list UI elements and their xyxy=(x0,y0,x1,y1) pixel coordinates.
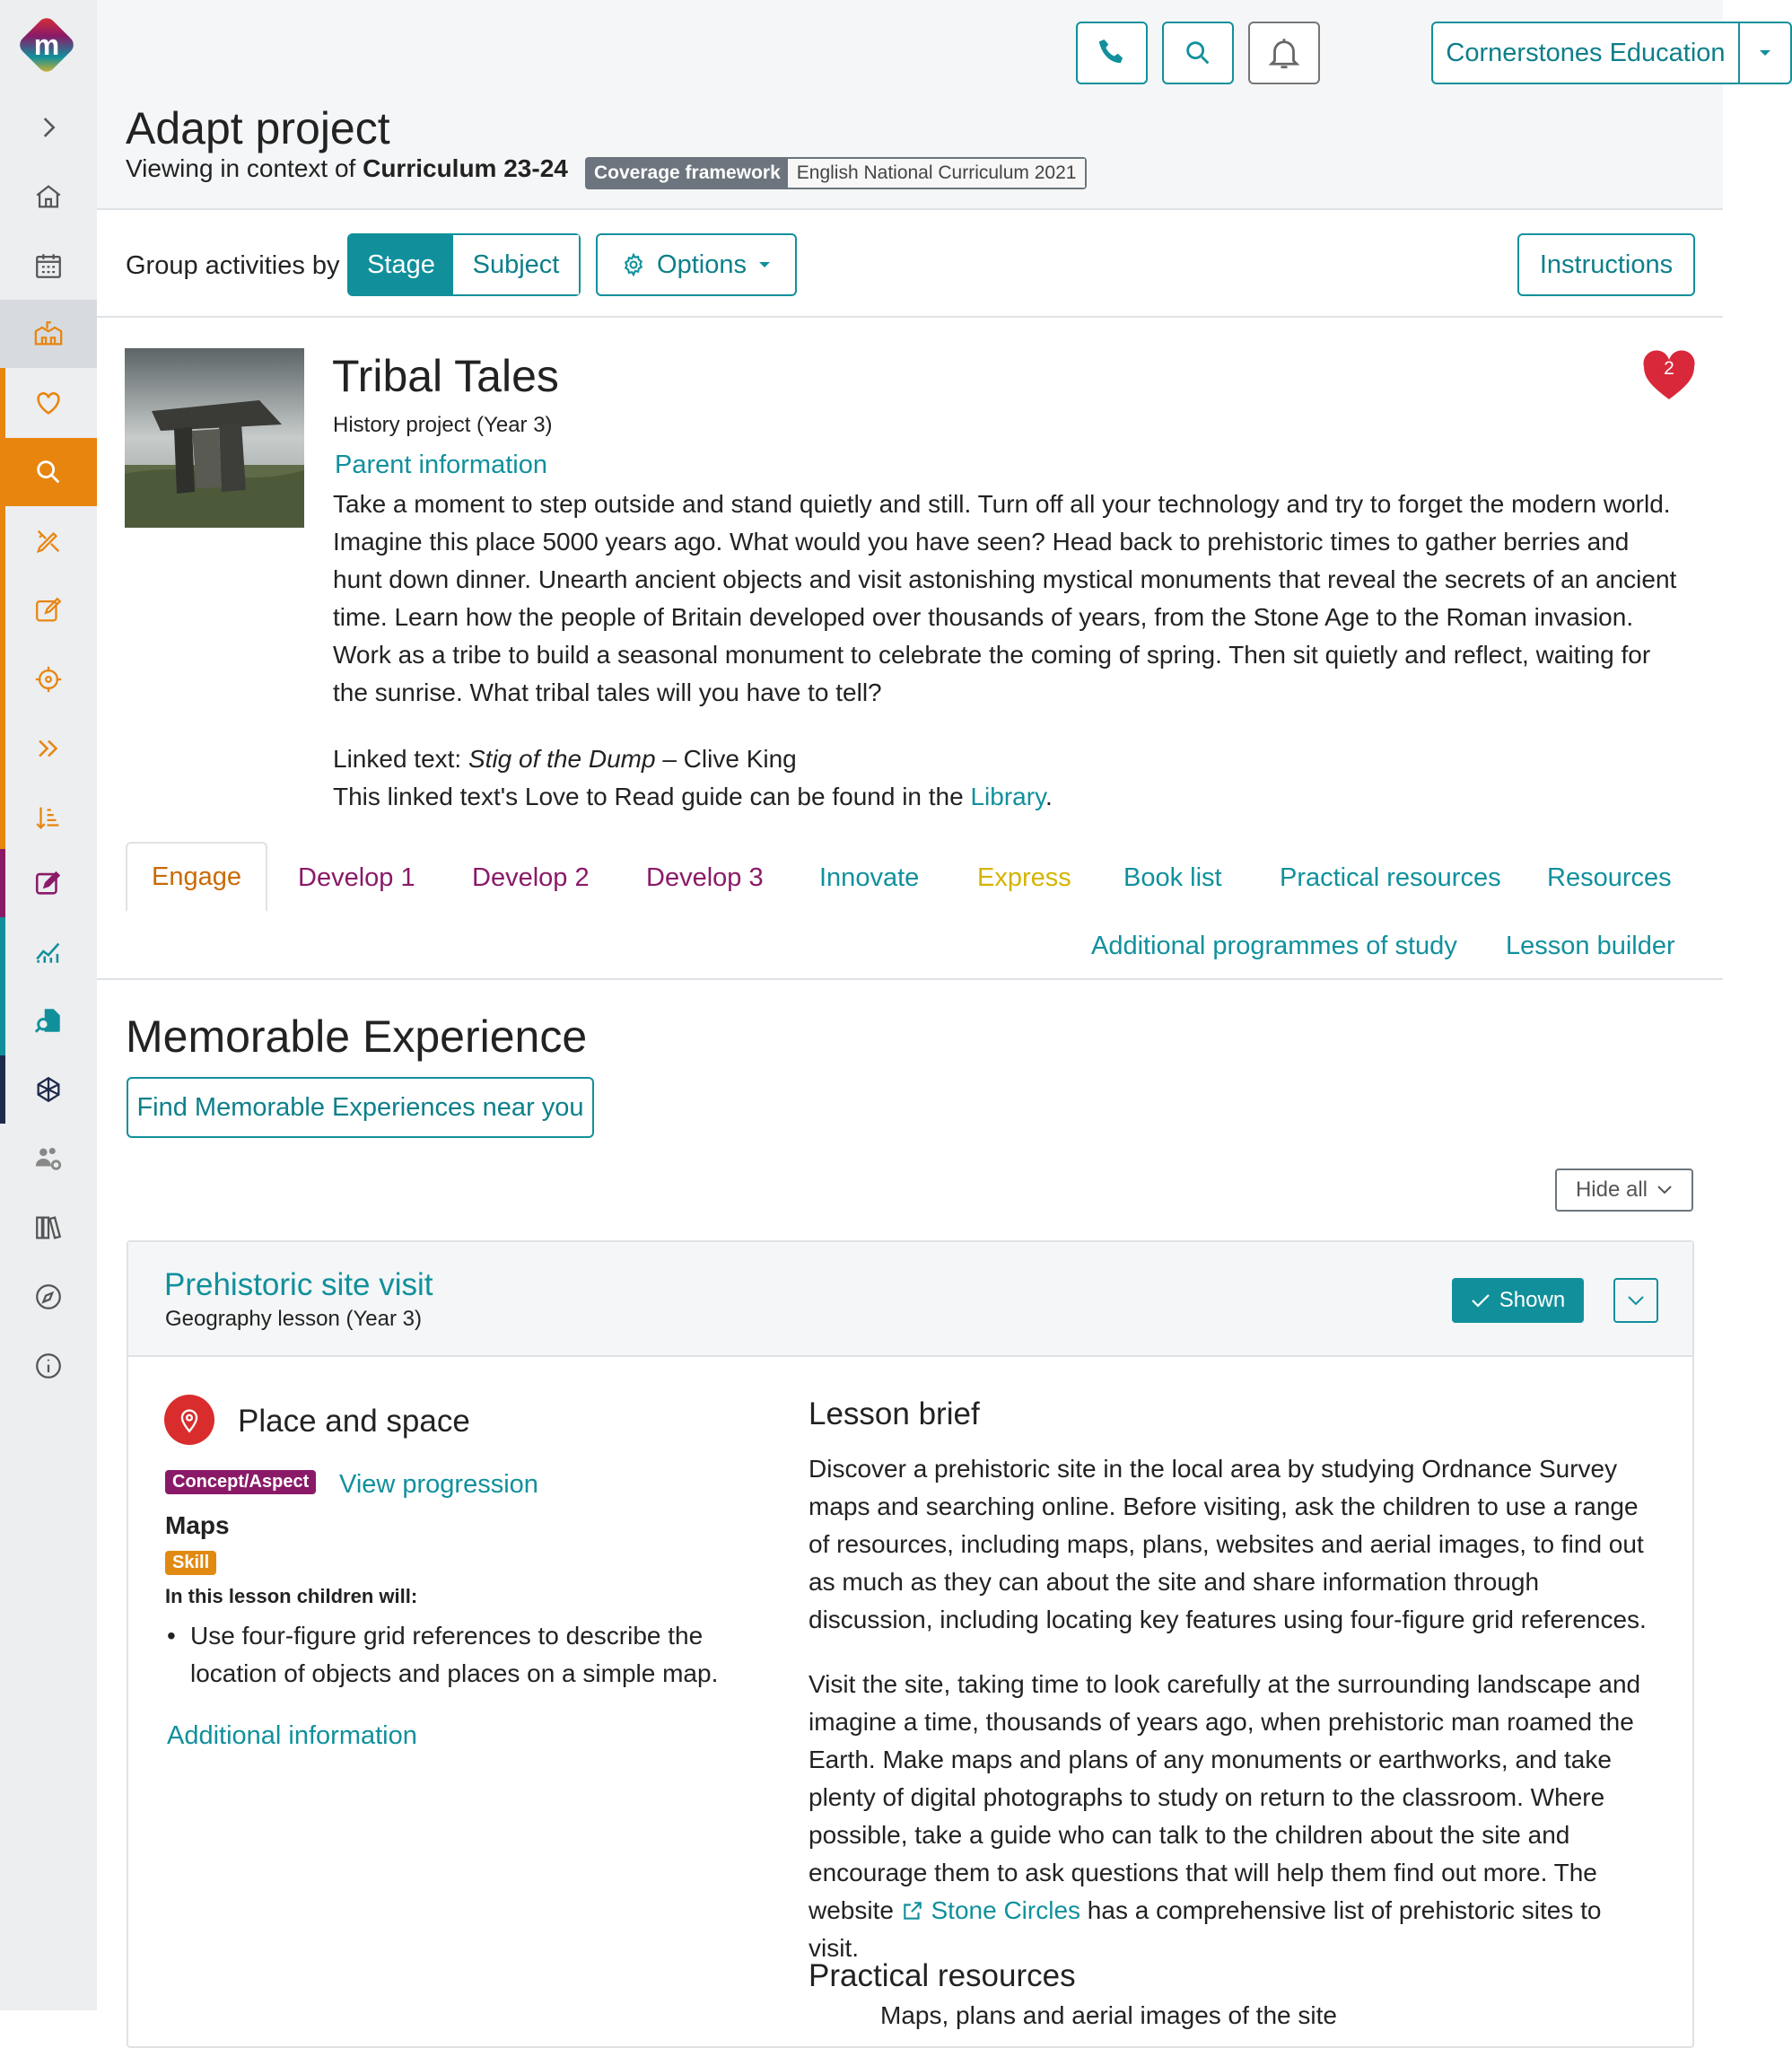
document-search-icon[interactable] xyxy=(0,986,97,1055)
search-nav-icon[interactable] xyxy=(0,438,97,506)
phone-icon xyxy=(1095,36,1129,70)
brief-text-b: has a comprehensive list of prehistoric sites to visit. xyxy=(809,1896,1602,1962)
tab-develop-3[interactable]: Develop 3 xyxy=(646,863,764,892)
context-line xyxy=(126,154,568,183)
stone-circles-link[interactable] xyxy=(901,1896,1080,1924)
parent-information-link[interactable]: Parent information xyxy=(335,451,547,479)
options-dropdown-button[interactable] xyxy=(596,233,797,296)
phone-button[interactable] xyxy=(1076,22,1148,84)
stage-tabs xyxy=(97,842,1723,980)
expand-sidebar-icon[interactable] xyxy=(0,93,97,162)
tab-develop-2[interactable]: Develop 2 xyxy=(472,863,590,892)
app-logo[interactable] xyxy=(14,13,79,77)
lesson-subtitle: Geography lesson (Year 3) xyxy=(165,1307,422,1331)
info-icon[interactable] xyxy=(0,1332,97,1400)
linked-text-block xyxy=(333,740,1053,816)
tab-innovate[interactable]: Innovate xyxy=(819,863,920,892)
guide-line xyxy=(333,778,1053,816)
compass-icon[interactable] xyxy=(0,1263,97,1331)
notifications-button[interactable] xyxy=(1248,22,1320,84)
favourites-icon[interactable] xyxy=(0,369,97,437)
lesson-brief-paragraph-2 xyxy=(809,1666,1652,1967)
project-thumbnail xyxy=(125,348,304,528)
design-tools-icon[interactable] xyxy=(0,507,97,575)
tab-resources[interactable]: Resources xyxy=(1547,863,1672,892)
group-label: Group activities by xyxy=(126,251,340,280)
shown-label: Shown xyxy=(1499,1288,1566,1312)
instructions-button[interactable]: Instructions xyxy=(1517,233,1695,296)
chevrons-right-icon[interactable] xyxy=(0,714,97,783)
skill-tag: Skill xyxy=(165,1551,216,1575)
bell-icon xyxy=(1265,34,1303,72)
framework-label: Coverage framework xyxy=(587,159,788,188)
target-icon[interactable] xyxy=(0,645,97,713)
brief-text-a: Visit the site, taking time to look carefully at the surrounding landscape and imagine a time, thousands of years ago, when prehistoric man roamed the Earth. Make maps and plans of any monuments or earthworks, and take plenty of digital photographs to study on return to the classroom. Where possible, take a guide who can talk to the children about the site and encourage them to ask questions that will help them find out more. The website xyxy=(809,1670,1641,1924)
tab-develop-1[interactable]: Develop 1 xyxy=(298,863,415,892)
options-label: Options xyxy=(657,249,747,279)
gear-icon xyxy=(621,252,646,277)
tab-book-list[interactable]: Book list xyxy=(1123,863,1222,892)
lesson-title[interactable]: Prehistoric site visit xyxy=(164,1267,433,1302)
skill-name: Maps xyxy=(165,1511,230,1539)
sort-list-icon[interactable] xyxy=(0,783,97,852)
caret-down-icon xyxy=(1757,48,1773,58)
favourite-count: 2 xyxy=(1664,358,1674,379)
search-button[interactable] xyxy=(1162,22,1234,84)
collapse-lesson-button[interactable] xyxy=(1613,1278,1658,1323)
organisation-name[interactable]: Cornerstones Education xyxy=(1433,23,1740,83)
chevron-down-icon xyxy=(1657,1185,1673,1195)
analytics-icon[interactable] xyxy=(0,917,97,985)
favourite-button[interactable] xyxy=(1642,351,1696,401)
location-pin-icon xyxy=(164,1395,214,1445)
lesson-card-header xyxy=(128,1242,1692,1357)
linked-text-author: – Clive King xyxy=(662,745,797,773)
framework-badge xyxy=(585,157,1087,189)
context-curriculum: Curriculum 23-24 xyxy=(363,154,568,182)
section-title: Memorable Experience xyxy=(126,1011,588,1062)
shown-toggle-button[interactable] xyxy=(1452,1278,1584,1323)
view-progression-link[interactable]: View progression xyxy=(339,1470,538,1499)
group-toolbar xyxy=(97,212,1723,318)
context-prefix: Viewing in context of xyxy=(126,154,356,182)
lesson-outcomes-list xyxy=(165,1617,739,1693)
tab-lesson-builder[interactable]: Lesson builder xyxy=(1506,932,1675,960)
user-settings-icon[interactable] xyxy=(0,1125,97,1193)
school-icon[interactable] xyxy=(0,300,97,368)
search-icon xyxy=(1183,38,1213,68)
additional-information-link[interactable]: Additional information xyxy=(167,1721,417,1750)
tab-practical-resources[interactable]: Practical resources xyxy=(1280,863,1501,892)
list-item: • Use four-figure grid references to describe the location of objects and places on a simple map. xyxy=(165,1617,739,1693)
framework-value: English National Curriculum 2021 xyxy=(788,159,1086,188)
project-subtitle: History project (Year 3) xyxy=(333,413,553,437)
group-by-stage-button[interactable]: Stage xyxy=(349,235,453,294)
lesson-card xyxy=(127,1240,1694,2048)
linked-text-line xyxy=(333,740,1053,778)
caret-down-icon xyxy=(757,260,772,269)
hide-all-button[interactable] xyxy=(1555,1168,1693,1212)
svg-text:m: m xyxy=(33,29,60,61)
tab-engage-label: Engage xyxy=(152,862,241,891)
tab-additional-programmes[interactable]: Additional programmes of study xyxy=(1091,932,1457,960)
lesson-brief-title: Lesson brief xyxy=(809,1396,980,1431)
check-icon xyxy=(1471,1292,1490,1308)
organisation-switcher[interactable] xyxy=(1431,22,1792,84)
organisation-dropdown-toggle[interactable] xyxy=(1740,23,1790,83)
concept-title: Place and space xyxy=(238,1404,470,1439)
linked-text-prefix: Linked text: xyxy=(333,745,462,773)
hide-all-label: Hide all xyxy=(1575,1177,1648,1202)
stone-circles-label: Stone Circles xyxy=(931,1896,1081,1924)
tab-express[interactable]: Express xyxy=(977,863,1071,892)
library-link[interactable]: Library xyxy=(970,783,1045,810)
practical-resource-item: Maps, plans and aerial images of the site xyxy=(880,2001,1337,2029)
concept-aspect-tag: Concept/Aspect xyxy=(165,1470,316,1494)
tab-engage[interactable] xyxy=(126,842,267,912)
project-description: Take a moment to step outside and stand quietly and still. Turn off all your technology and try to forget the modern world. Imagine this place 5000 years ago. What would you have seen? Head back to prehistoric times to gather berries and hunt down dinner. Unearth ancient objects and visit astonishing mystical monuments that reveal the secrets of an ancient time. Learn how the people of Britain developed over thousands of years, from the Stone Age to the Roman invasion. Work as a tribe to build a seasonal monument to celebrate the coming of spring. Then sit quietly and reflect, waiting for the sunrise. What tribal tales will you have to tell? xyxy=(333,490,1677,706)
page-title: Adapt project xyxy=(126,103,390,153)
guide-suffix: . xyxy=(1045,783,1053,810)
linked-text-title: Stig of the Dump xyxy=(468,745,656,773)
calendar-icon[interactable] xyxy=(0,232,97,300)
lesson-brief-paragraph-1: Discover a prehistoric site in the local area by studying Ordnance Survey maps and searching online. Before visiting, ask the children to use a range of resources, including maps, plans, websites and aerial images, to find out as much as they can about the site and share information through discussion, including locating key features using four-figure grid references. xyxy=(809,1455,1647,1633)
chevron-down-icon xyxy=(1627,1295,1645,1306)
lesson-outcomes-heading: In this lesson children will: xyxy=(165,1585,418,1607)
practical-resources-title: Practical resources xyxy=(809,1958,1076,1993)
assessment-edit-icon[interactable] xyxy=(0,849,97,917)
sidebar xyxy=(0,0,97,2010)
network-icon[interactable] xyxy=(0,1055,97,1124)
group-toggle xyxy=(347,233,581,296)
edit-icon[interactable] xyxy=(0,576,97,644)
group-by-subject-button[interactable]: Subject xyxy=(453,235,579,294)
find-experiences-button[interactable]: Find Memorable Experiences near you xyxy=(127,1077,594,1138)
external-link-icon xyxy=(901,1899,924,1922)
guide-prefix: This linked text's Love to Read guide can be found in the xyxy=(333,783,964,810)
project-title: Tribal Tales xyxy=(332,351,559,401)
library-icon[interactable] xyxy=(0,1194,97,1262)
home-icon[interactable] xyxy=(0,162,97,231)
